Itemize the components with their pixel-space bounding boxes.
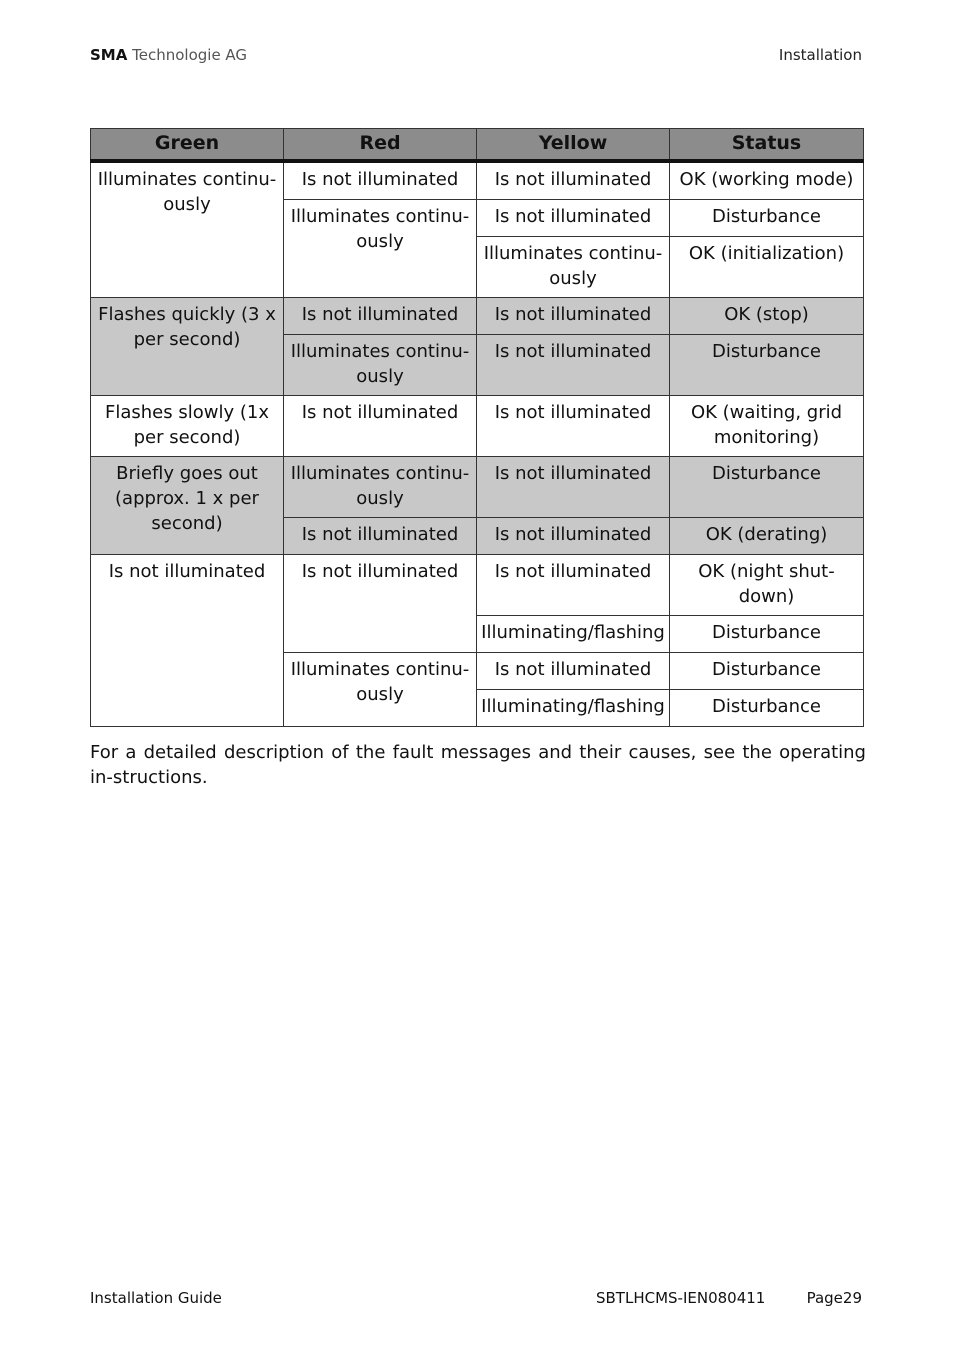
cell-yellow: Is not illuminated: [477, 457, 670, 518]
cell-yellow: Is not illuminated: [477, 396, 670, 457]
table-header-row: [91, 129, 864, 162]
cell-status: OK (initialization): [670, 237, 864, 298]
cell-yellow: Is not illuminated: [477, 298, 670, 335]
section-title: Installation: [778, 46, 862, 64]
cell-yellow: Is not illuminated: [477, 335, 670, 396]
header-status: Status: [670, 129, 864, 162]
cell-status: Disturbance: [670, 653, 864, 690]
footer-page-number: Page29: [806, 1289, 862, 1307]
cell-yellow: Is not illuminated: [477, 200, 670, 237]
cell-red: Illuminates continu-ously: [284, 653, 477, 727]
table-row: [91, 555, 864, 616]
led-status-table: [90, 128, 864, 727]
cell-status: OK (derating): [670, 518, 864, 555]
cell-status: OK (waiting, grid monitoring): [670, 396, 864, 457]
cell-green: Briefly goes out (approx. 1 x per second): [91, 457, 284, 555]
cell-red: Is not illuminated: [284, 518, 477, 555]
page-header: [90, 46, 247, 64]
cell-red: Is not illuminated: [284, 555, 477, 653]
cell-red: Is not illuminated: [284, 298, 477, 335]
cell-status: OK (stop): [670, 298, 864, 335]
cell-status: Disturbance: [670, 690, 864, 727]
cell-yellow: Is not illuminated: [477, 161, 670, 200]
table-row: [91, 298, 864, 335]
cell-green: Flashes quickly (3 x per second): [91, 298, 284, 396]
cell-red: Is not illuminated: [284, 396, 477, 457]
cell-yellow: Is not illuminated: [477, 653, 670, 690]
organization-name: Technologie AG: [132, 46, 248, 64]
header-green: Green: [91, 129, 284, 162]
cell-yellow: Illuminating/flashing: [477, 690, 670, 727]
brand-name: SMA: [90, 46, 128, 64]
cell-red: Is not illuminated: [284, 161, 477, 200]
cell-red: Illuminates continu-ously: [284, 335, 477, 396]
header-yellow: Yellow: [477, 129, 670, 162]
cell-yellow: Is not illuminated: [477, 555, 670, 616]
table-row: [91, 396, 864, 457]
cell-yellow: Illuminates continu-ously: [477, 237, 670, 298]
table-row: [91, 161, 864, 200]
cell-status: OK (night shut-down): [670, 555, 864, 616]
footer-document-code: SBTLHCMS-IEN080411: [596, 1289, 766, 1307]
cell-status: Disturbance: [670, 616, 864, 653]
note-paragraph: For a detailed description of the fault messages and their causes, see the operating in-structions.: [90, 742, 866, 788]
cell-green: Is not illuminated: [91, 555, 284, 727]
cell-status: Disturbance: [670, 200, 864, 237]
cell-status: Disturbance: [670, 457, 864, 518]
cell-yellow: Illuminating/flashing: [477, 616, 670, 653]
cell-yellow: Is not illuminated: [477, 518, 670, 555]
cell-green: Flashes slowly (1x per second): [91, 396, 284, 457]
header-red: Red: [284, 129, 477, 162]
cell-green: Illuminates continu-ously: [91, 161, 284, 298]
cell-red: Illuminates continu-ously: [284, 457, 477, 518]
cell-status: OK (working mode): [670, 161, 864, 200]
cell-status: Disturbance: [670, 335, 864, 396]
cell-red: Illuminates continu-ously: [284, 200, 477, 298]
table-row: [91, 457, 864, 518]
footer-document-title: Installation Guide: [90, 1289, 222, 1307]
